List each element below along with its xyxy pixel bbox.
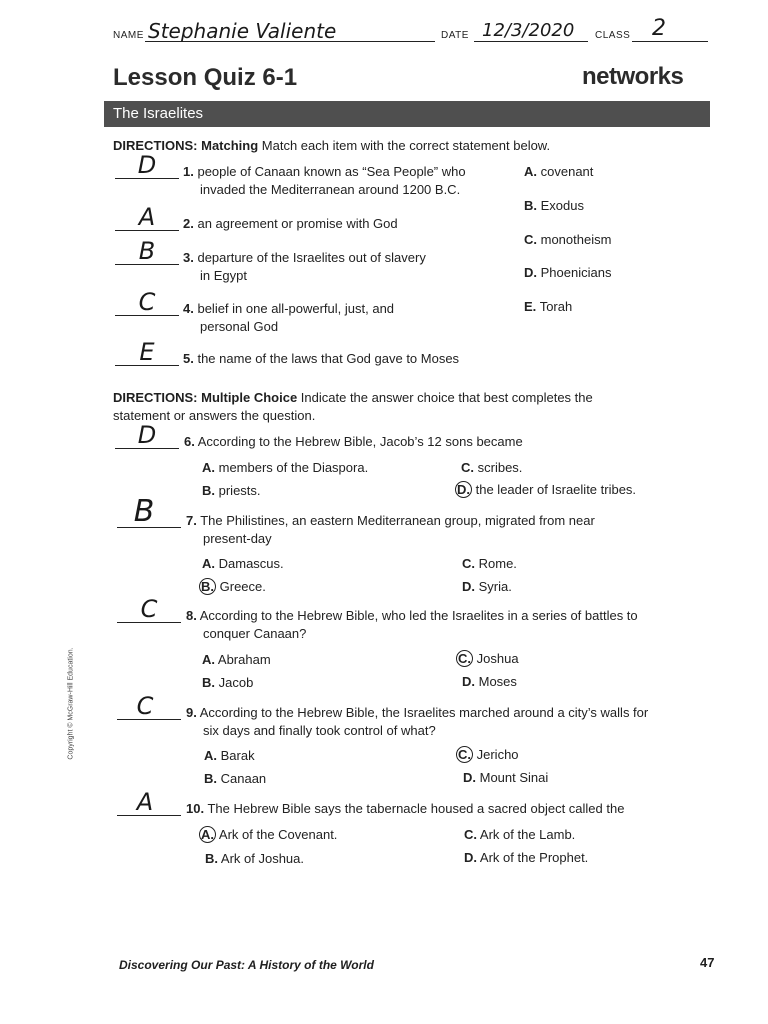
choice-d xyxy=(524,264,611,282)
item-number: 3. xyxy=(183,250,194,265)
matching-item-1 xyxy=(183,163,466,199)
choice-letter: C. xyxy=(524,232,537,247)
option-6b xyxy=(202,482,261,500)
answer-circle: C. xyxy=(458,747,471,762)
question-text: According to the Hebrew Bible, who led the Israelites in a series of battles to xyxy=(199,608,638,623)
option-letter: C. xyxy=(461,460,474,475)
mc-directions-heading: DIRECTIONS: Multiple Choice xyxy=(113,390,298,405)
answer-10: A xyxy=(136,788,154,816)
option-letter: A. xyxy=(204,748,217,763)
option-text: Abraham xyxy=(217,652,271,667)
option-7c xyxy=(462,555,517,573)
choice-c xyxy=(524,231,611,249)
option-10c xyxy=(464,826,575,844)
option-6a xyxy=(202,459,368,477)
matching-item-4 xyxy=(183,300,394,336)
option-text: priests. xyxy=(218,483,261,498)
question-6 xyxy=(184,433,523,451)
option-letter: A. xyxy=(202,460,215,475)
option-7b xyxy=(202,578,266,596)
answer-circle: D. xyxy=(457,482,470,497)
option-6d xyxy=(458,481,636,499)
answer-3: B xyxy=(138,237,156,265)
option-letter: B. xyxy=(202,483,215,498)
option-text: Canaan xyxy=(220,771,267,786)
question-8 xyxy=(186,607,638,643)
option-text: Rome. xyxy=(478,556,517,571)
option-8d xyxy=(462,673,517,691)
book-title: Discovering Our Past: A History of the World xyxy=(119,958,374,972)
option-text: the leader of Israelite tribes. xyxy=(475,482,637,497)
choice-text: monotheism xyxy=(540,232,612,247)
item-text: belief in one all-powerful, just, and xyxy=(197,301,395,316)
matching-item-5 xyxy=(183,350,459,368)
question-text: conquer Canaan? xyxy=(203,626,307,641)
option-8a xyxy=(202,651,271,669)
matching-item-3 xyxy=(183,249,426,285)
option-9a xyxy=(204,747,255,765)
answer-9: C xyxy=(136,692,154,720)
choice-a xyxy=(524,163,593,181)
option-8b xyxy=(202,674,253,692)
question-9 xyxy=(186,704,648,740)
option-7a xyxy=(202,555,284,573)
option-text: Joshua xyxy=(476,651,519,666)
option-letter: A. xyxy=(202,556,215,571)
item-text: invaded the Mediterranean around 1200 B.C. xyxy=(200,182,461,197)
option-letter: B. xyxy=(205,851,218,866)
date-value: 12/3/2020 xyxy=(482,20,575,41)
answer-circle: B. xyxy=(201,579,214,594)
mc-directions xyxy=(113,389,593,425)
option-text: members of the Diaspora. xyxy=(218,460,369,475)
option-text: Syria. xyxy=(478,579,512,594)
item-number: 1. xyxy=(183,164,194,179)
answer-7: B xyxy=(133,494,155,529)
option-text: Mount Sinai xyxy=(479,770,549,785)
option-letter: B. xyxy=(202,675,215,690)
question-text: According to the Hebrew Bible, the Israelites marched around a city’s walls for xyxy=(199,705,649,720)
answer-1: D xyxy=(137,151,157,179)
option-letter: B. xyxy=(204,771,217,786)
choice-letter: D. xyxy=(524,265,537,280)
option-7d xyxy=(462,578,512,596)
option-10b xyxy=(205,850,304,868)
brand-logo: networks xyxy=(582,63,684,90)
item-number: 5. xyxy=(183,351,194,366)
option-9c xyxy=(459,746,519,764)
matching-item-2 xyxy=(183,215,398,233)
item-text: in Egypt xyxy=(200,268,247,283)
choice-e xyxy=(524,298,572,316)
option-8c xyxy=(459,650,519,668)
option-text: Damascus. xyxy=(218,556,284,571)
answer-circle: A. xyxy=(201,827,214,842)
mc-directions-text: statement or answers the question. xyxy=(113,408,316,423)
question-10 xyxy=(186,800,624,818)
option-text: Barak xyxy=(220,748,255,763)
option-9d xyxy=(463,769,548,787)
question-text: The Philistines, an eastern Mediterranean group, migrated from near xyxy=(200,513,595,528)
question-number: 7. xyxy=(186,513,197,528)
choice-text: Exodus xyxy=(540,198,584,213)
option-letter: D. xyxy=(464,850,477,865)
option-9b xyxy=(204,770,266,788)
answer-6: D xyxy=(137,421,157,449)
choice-text: Phoenicians xyxy=(540,265,612,280)
option-letter: D. xyxy=(463,770,476,785)
item-text: an agreement or promise with God xyxy=(197,216,398,231)
mc-directions-text: Indicate the answer choice that best completes the xyxy=(300,390,593,405)
option-text: Ark of the Covenant. xyxy=(218,827,338,842)
option-text: Jacob xyxy=(218,675,254,690)
option-10d xyxy=(464,849,588,867)
date-label: DATE xyxy=(441,30,469,41)
item-number: 4. xyxy=(183,301,194,316)
option-letter: C. xyxy=(464,827,477,842)
answer-circle: C. xyxy=(458,651,471,666)
option-text: Ark of the Prophet. xyxy=(479,850,589,865)
question-number: 9. xyxy=(186,705,197,720)
page-number: 47 xyxy=(700,955,715,970)
option-10a xyxy=(202,826,337,844)
option-letter: D. xyxy=(462,579,475,594)
option-text: Jericho xyxy=(476,747,519,762)
question-text: According to the Hebrew Bible, Jacob’s 12 sons became xyxy=(197,434,523,449)
option-letter: D. xyxy=(462,674,475,689)
question-number: 10. xyxy=(186,801,205,816)
item-text: departure of the Israelites out of slavery xyxy=(197,250,426,265)
choice-letter: A. xyxy=(524,164,537,179)
answer-2: A xyxy=(138,203,156,231)
question-7 xyxy=(186,512,595,548)
answer-4: C xyxy=(138,288,156,316)
question-number: 8. xyxy=(186,608,197,623)
choice-text: Torah xyxy=(539,299,573,314)
item-text: the name of the laws that God gave to Moses xyxy=(197,351,460,366)
option-letter: A. xyxy=(202,652,215,667)
option-6c xyxy=(461,459,522,477)
question-text: The Hebrew Bible says the tabernacle housed a sacred object called the xyxy=(207,801,625,816)
choice-b xyxy=(524,197,584,215)
option-letter: C. xyxy=(462,556,475,571)
section-banner xyxy=(104,101,710,127)
question-number: 6. xyxy=(184,434,195,449)
date-line xyxy=(474,41,588,42)
matching-directions-heading: DIRECTIONS: Matching xyxy=(113,138,259,153)
matching-directions-text: Match each item with the correct statement below. xyxy=(261,138,551,153)
copyright-notice: Copyright © McGraw-Hill Education. xyxy=(67,647,75,760)
choice-letter: B. xyxy=(524,198,537,213)
item-text: personal God xyxy=(200,319,279,334)
class-value: 2 xyxy=(652,16,666,41)
option-text: Ark of the Lamb. xyxy=(479,827,576,842)
name-label: NAME xyxy=(113,30,144,41)
answer-8: C xyxy=(140,595,158,623)
page-title: Lesson Quiz 6-1 xyxy=(113,64,298,91)
option-text: Moses xyxy=(478,674,517,689)
item-number: 2. xyxy=(183,216,194,231)
option-text: scribes. xyxy=(477,460,523,475)
question-text: present-day xyxy=(203,531,272,546)
answer-5: E xyxy=(139,338,155,366)
name-value: Stephanie Valiente xyxy=(148,19,337,43)
section-title: The Israelites xyxy=(113,105,204,122)
option-text: Greece. xyxy=(219,579,266,594)
item-text: people of Canaan known as “Sea People” who xyxy=(197,164,466,179)
class-label: CLASS xyxy=(595,30,631,41)
option-text: Ark of Joshua. xyxy=(220,851,305,866)
choice-letter: E. xyxy=(524,299,537,314)
class-line xyxy=(632,41,708,42)
choice-text: covenant xyxy=(540,164,594,179)
question-text: six days and finally took control of what? xyxy=(203,723,436,738)
